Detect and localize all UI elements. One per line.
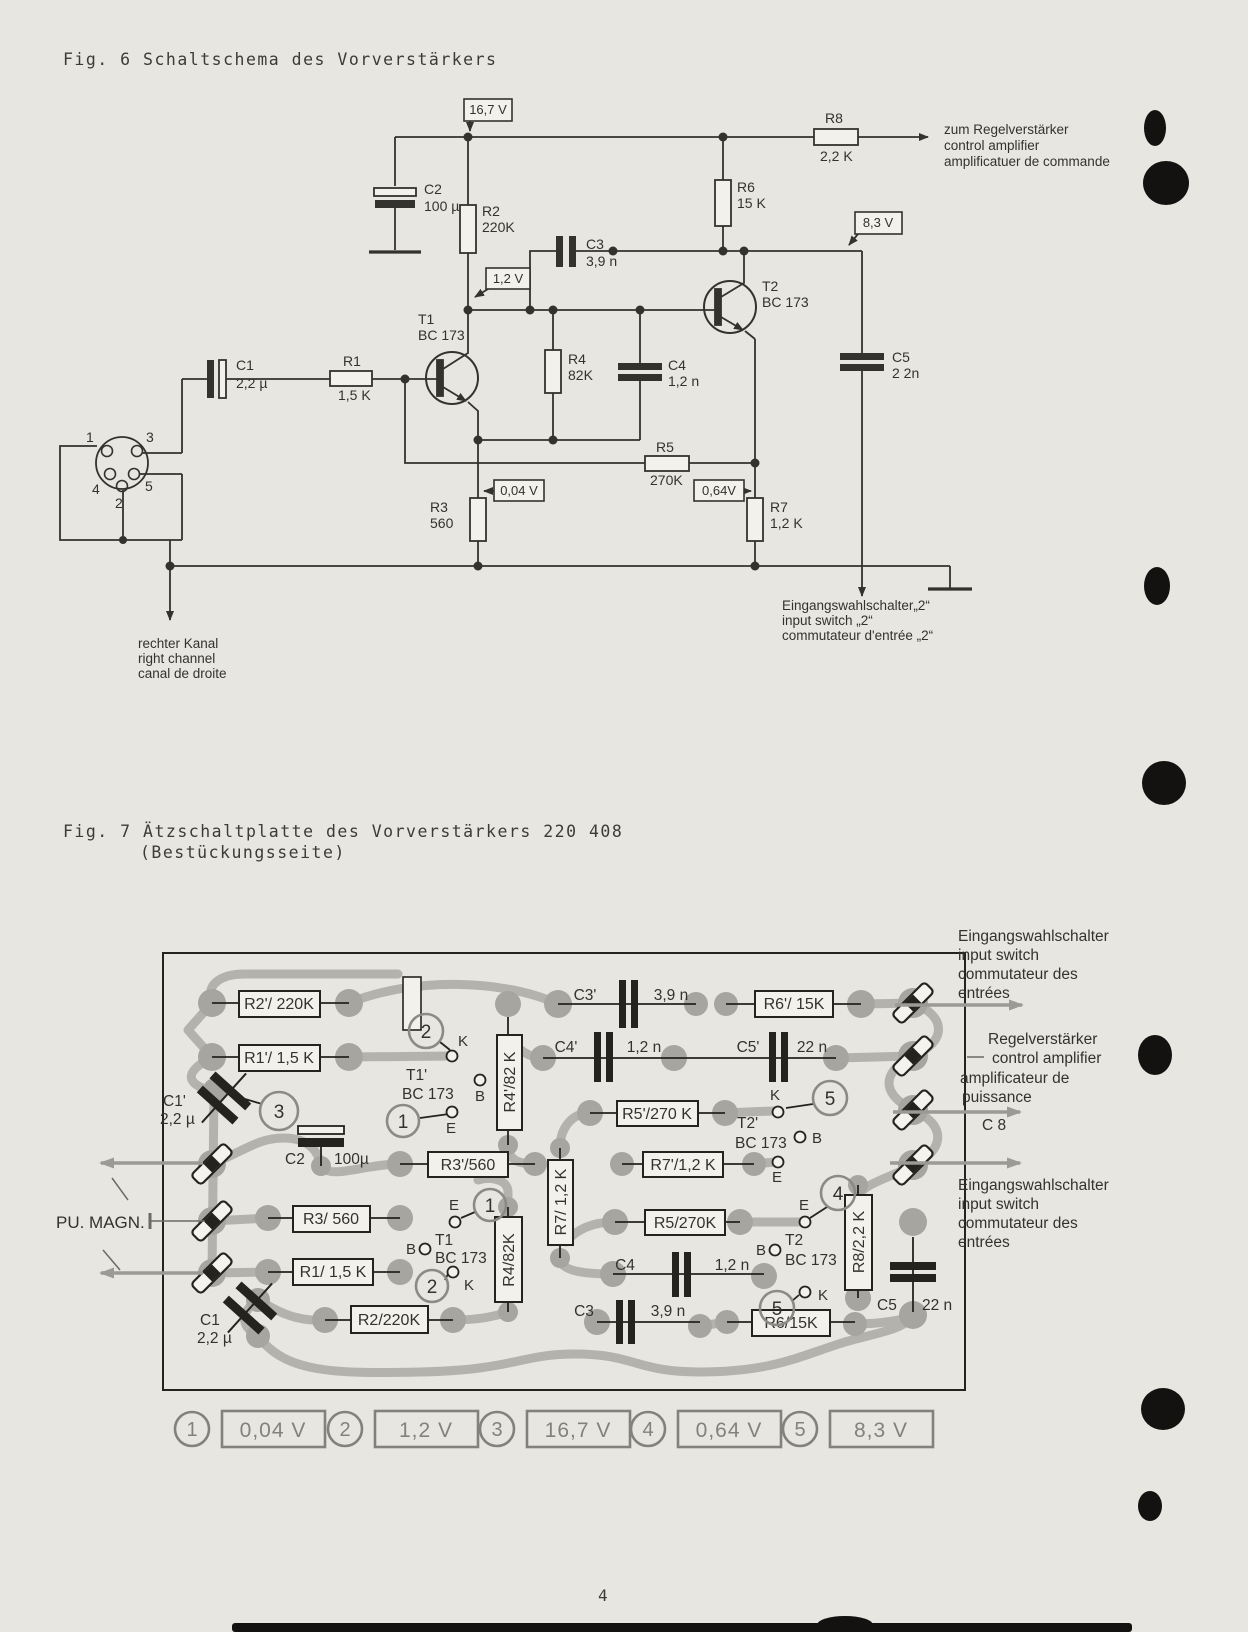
pcb-r2: R2/220K [357, 1312, 421, 1329]
legend-num-5: 5 [794, 1419, 806, 1441]
resistor-r4 [545, 350, 561, 393]
label-c5-value: 2 2n [892, 365, 920, 381]
note-channel-1: rechter Kanal [138, 636, 219, 651]
pin-2: 2 [115, 495, 123, 511]
pcb-c1p-name: C1' [163, 1093, 186, 1110]
pcb-t1p-type: BC 173 [402, 1086, 454, 1103]
pin-k-t1: K [464, 1277, 475, 1294]
wire-bottom-rail [170, 566, 950, 588]
legend-val-2: 1,2 V [398, 1419, 454, 1442]
pcb-t1p-name: T1' [406, 1067, 428, 1084]
resistor-r8 [814, 129, 858, 145]
pin-k-t2: K [818, 1287, 829, 1304]
voltage-83: 8,3 V [862, 215, 894, 230]
label-c4-value: 1,2 n [668, 373, 700, 389]
wire-connector [60, 379, 182, 540]
fig7-title: Fig. 7 Ätzschaltplatte des Vorverstärkers 220 408 [63, 822, 624, 841]
label-r5-name: R5 [656, 439, 674, 455]
f7-note-c1: Eingangswahlschalter [958, 1177, 1109, 1194]
label-c3-name: C3 [586, 236, 604, 252]
f7-note-b1: Regelverstärker [988, 1031, 1098, 1048]
pcb-r4: R4/82K [501, 1233, 518, 1287]
page-number: 4 [598, 1586, 608, 1605]
voltage-legend [175, 1411, 933, 1447]
scan-edge-bar [232, 1623, 1132, 1632]
fig6-title: Fig. 6 Schaltschema des Vorverstärkers [63, 50, 498, 69]
voltage-064: 0,64V [702, 483, 736, 498]
f7-note-b3: amplificateur de [960, 1070, 1070, 1087]
label-r7-name: R7 [770, 499, 788, 515]
fig6-component-bodies [96, 129, 884, 541]
pin-k-t2p: K [770, 1087, 781, 1104]
label-c1-value: 2,2 µ [236, 375, 268, 391]
label-r4-name: R4 [568, 351, 586, 367]
legend-val-3: 16,7 V [544, 1419, 612, 1442]
arrow-v83 [849, 234, 858, 245]
pcb-t2p-type: BC 173 [735, 1135, 787, 1152]
pcb-r8: R8/2,2 K [851, 1210, 868, 1274]
pcb-r1p: R1'/ 1,5 K [244, 1050, 314, 1067]
label-r1-name: R1 [343, 353, 361, 369]
label-c5-name: C5 [892, 349, 910, 365]
pcb-r7v: R7/ 1,2 K [553, 1168, 570, 1236]
t1-emitter2 [468, 402, 478, 440]
f7-note-c8: C 8 [982, 1117, 1007, 1134]
pcb-c1-name: C1 [200, 1312, 220, 1329]
cap-c1-plate1 [207, 360, 214, 398]
note-channel-3: canal de droite [138, 666, 227, 681]
f7-pu-magn: PU. MAGN. [56, 1213, 145, 1232]
cap-c2-plate2 [375, 200, 415, 208]
transistor-t2-symbol [704, 281, 756, 333]
pcb-c5p-name: C5' [736, 1039, 760, 1056]
voltage-004: 0,04 V [500, 483, 538, 498]
num-1b: 1 [484, 1196, 496, 1217]
legend-val-1: 0,04 V [239, 1419, 307, 1442]
label-c4-name: C4 [668, 357, 686, 373]
fig7-subtitle: (Bestückungsseite) [140, 843, 346, 862]
num-2b: 2 [426, 1277, 438, 1298]
wire-c3 [530, 251, 862, 310]
pin-e-t2: E [799, 1197, 810, 1214]
label-t1-type: BC 173 [418, 327, 465, 343]
note-output-2: control amplifier [944, 138, 1040, 153]
wire-r5 [405, 379, 755, 463]
pcb-c1-value: 2,2 µ [197, 1330, 232, 1347]
note-output-3: amplificatuer de commande [944, 154, 1110, 169]
f7-note-a4: entrées [958, 985, 1010, 1002]
pin-b-t2p: B [812, 1130, 823, 1147]
f7-note-c2: input switch [958, 1196, 1039, 1213]
pcb-c5p-value: 22 n [796, 1039, 828, 1056]
voltage-167: 16,7 V [469, 102, 507, 117]
label-c1-name: C1 [236, 357, 254, 373]
cap-c2-plate1 [374, 188, 416, 196]
num-5a: 5 [824, 1089, 836, 1110]
pin-e-t2p: E [772, 1169, 783, 1186]
scan-edge-blob [817, 1616, 873, 1632]
pcb-c3p-name: C3' [573, 987, 597, 1004]
note-switch-3: commutateur d'entrée „2“ [782, 628, 934, 643]
f7-note-c4: entrées [958, 1234, 1010, 1251]
label-c3-value: 3,9 n [586, 253, 618, 269]
label-c2-name: C2 [424, 181, 442, 197]
pcb-t2-type: BC 173 [785, 1252, 837, 1269]
pcb-r2p: R2'/ 220K [244, 996, 314, 1013]
fig6-labels [86, 110, 919, 531]
label-r6-value: 15 K [737, 195, 766, 211]
pin-b-t1: B [406, 1241, 417, 1258]
label-t2-name: T2 [762, 278, 779, 294]
pcb-r1: R1/ 1,5 K [299, 1264, 367, 1281]
num-5b: 5 [771, 1299, 783, 1320]
note-switch-2: input switch „2“ [782, 613, 873, 628]
num-1a: 1 [397, 1112, 409, 1133]
pcb-c3-name: C3 [574, 1303, 594, 1320]
t2-emitter2 [745, 331, 755, 339]
pcb-c5-name: C5 [877, 1297, 897, 1314]
pin-b-t1p: B [475, 1088, 486, 1105]
t2-collector [721, 251, 744, 297]
f7-note-b4: puissance [962, 1089, 1032, 1106]
cap-c1-plate2 [219, 360, 226, 398]
label-t1-name: T1 [418, 311, 435, 327]
pcb-c3-value: 3,9 n [650, 1303, 686, 1320]
num-3: 3 [273, 1102, 285, 1123]
pin-3: 3 [146, 429, 154, 445]
pcb-c5-value: 22 n [922, 1297, 953, 1314]
resistor-r2 [460, 205, 476, 253]
label-r3-value: 560 [430, 515, 454, 531]
cap-c3-plate2 [569, 236, 576, 267]
wire-r3-r7 [478, 339, 755, 566]
pcb-r3p: R3'/560 [440, 1157, 496, 1174]
fig6-schematic [60, 121, 972, 620]
voltage-12: 1,2 V [492, 271, 524, 286]
legend-num-2: 2 [339, 1419, 351, 1441]
cap-c4-plate2 [618, 374, 662, 381]
cap-c2-pcb-plate1 [298, 1126, 344, 1134]
pcb-c2-value: 100µ [334, 1151, 369, 1168]
pin-4: 4 [92, 481, 100, 497]
pcb-r7p: R7'/1,2 K [650, 1157, 716, 1174]
pcb-c3p-value: 3,9 n [653, 987, 689, 1004]
label-r7-value: 1,2 K [770, 515, 803, 531]
legend-val-4: 0,64 V [695, 1419, 763, 1442]
legend-val-5: 8,3 V [853, 1419, 909, 1442]
pcb-t1-name: T1 [435, 1232, 454, 1249]
legend-num-4: 4 [642, 1419, 654, 1441]
num-2a: 2 [420, 1022, 432, 1043]
pcb-r4p: R4'/82 K [502, 1051, 519, 1113]
legend-num-1: 1 [186, 1419, 198, 1441]
pcb-r3: R3/ 560 [302, 1211, 360, 1228]
punch-holes [1138, 110, 1189, 1521]
pcb-r6p: R6'/ 15K [763, 996, 825, 1013]
label-r6-name: R6 [737, 179, 755, 195]
pcb-r6: R6/15K [764, 1315, 818, 1332]
label-r8-value: 2,2 K [820, 148, 853, 164]
pcb-c4p-value: 1,2 n [626, 1039, 662, 1056]
label-r2-value: 220K [482, 219, 515, 235]
label-t2-type: BC 173 [762, 294, 809, 310]
num-4: 4 [832, 1184, 844, 1205]
pin-1: 1 [86, 429, 94, 445]
resistor-r1 [330, 371, 372, 386]
pin-e-t1p: E [446, 1120, 457, 1137]
pcb-c2-name: C2 [285, 1151, 305, 1168]
pcb-c4p-name: C4' [554, 1039, 578, 1056]
pin-b-t2: B [756, 1242, 767, 1259]
f7-note-c3: commutateur des [958, 1215, 1078, 1232]
pcb-t2-name: T2 [785, 1232, 804, 1249]
label-r1-value: 1,5 K [338, 387, 371, 403]
resistor-r5 [645, 456, 689, 471]
t1-base-bar [437, 360, 443, 396]
label-c2-value: 100 µ [424, 198, 460, 214]
transistor-t1-symbol [426, 352, 478, 404]
pcb-c4-value: 1,2 n [714, 1257, 750, 1274]
pcb-t2p-name: T2' [737, 1115, 759, 1132]
cap-c5-plate1 [840, 353, 884, 360]
cap-c5-plate2 [840, 364, 884, 371]
pcb-c1p-value: 2,2 µ [160, 1111, 195, 1128]
legend-num-3: 3 [491, 1419, 503, 1441]
resistor-r3 [470, 498, 486, 541]
label-r4-value: 82K [568, 367, 593, 383]
t2-base-bar [715, 289, 721, 325]
f7-note-a2: input switch [958, 947, 1039, 964]
label-r8-name: R8 [825, 110, 843, 126]
f7-note-b2: control amplifier [992, 1050, 1102, 1067]
label-r3-name: R3 [430, 499, 448, 515]
cap-c4-plate1 [618, 363, 662, 370]
f7-note-a1: Eingangswahlschalter [958, 928, 1109, 945]
t2-emitter [721, 317, 743, 330]
note-switch-1: Eingangswahlschalter„2“ [782, 598, 930, 613]
cap-c3-plate1 [556, 236, 563, 267]
f7-note-a3: commutateur des [958, 966, 1078, 983]
arrow-v12 [475, 289, 488, 297]
t1-emitter [443, 387, 466, 401]
pcb-r5p: R5'/270 K [622, 1106, 692, 1123]
label-r2-name: R2 [482, 203, 500, 219]
pcb-t1-type: BC 173 [435, 1250, 487, 1267]
note-output-1: zum Regelverstärker [944, 122, 1069, 137]
pcb-r5: R5/270K [653, 1215, 717, 1232]
pin-k-t1p: K [458, 1033, 469, 1050]
label-r5-value: 270K [650, 472, 683, 488]
resistor-r7 [747, 498, 763, 541]
pin-5: 5 [145, 478, 153, 494]
pin-e-t1: E [449, 1197, 460, 1214]
note-channel-2: right channel [138, 651, 216, 666]
fig6-annotations [138, 122, 1110, 681]
pcb-c4-name: C4 [615, 1257, 635, 1274]
resistor-r6 [715, 180, 731, 226]
